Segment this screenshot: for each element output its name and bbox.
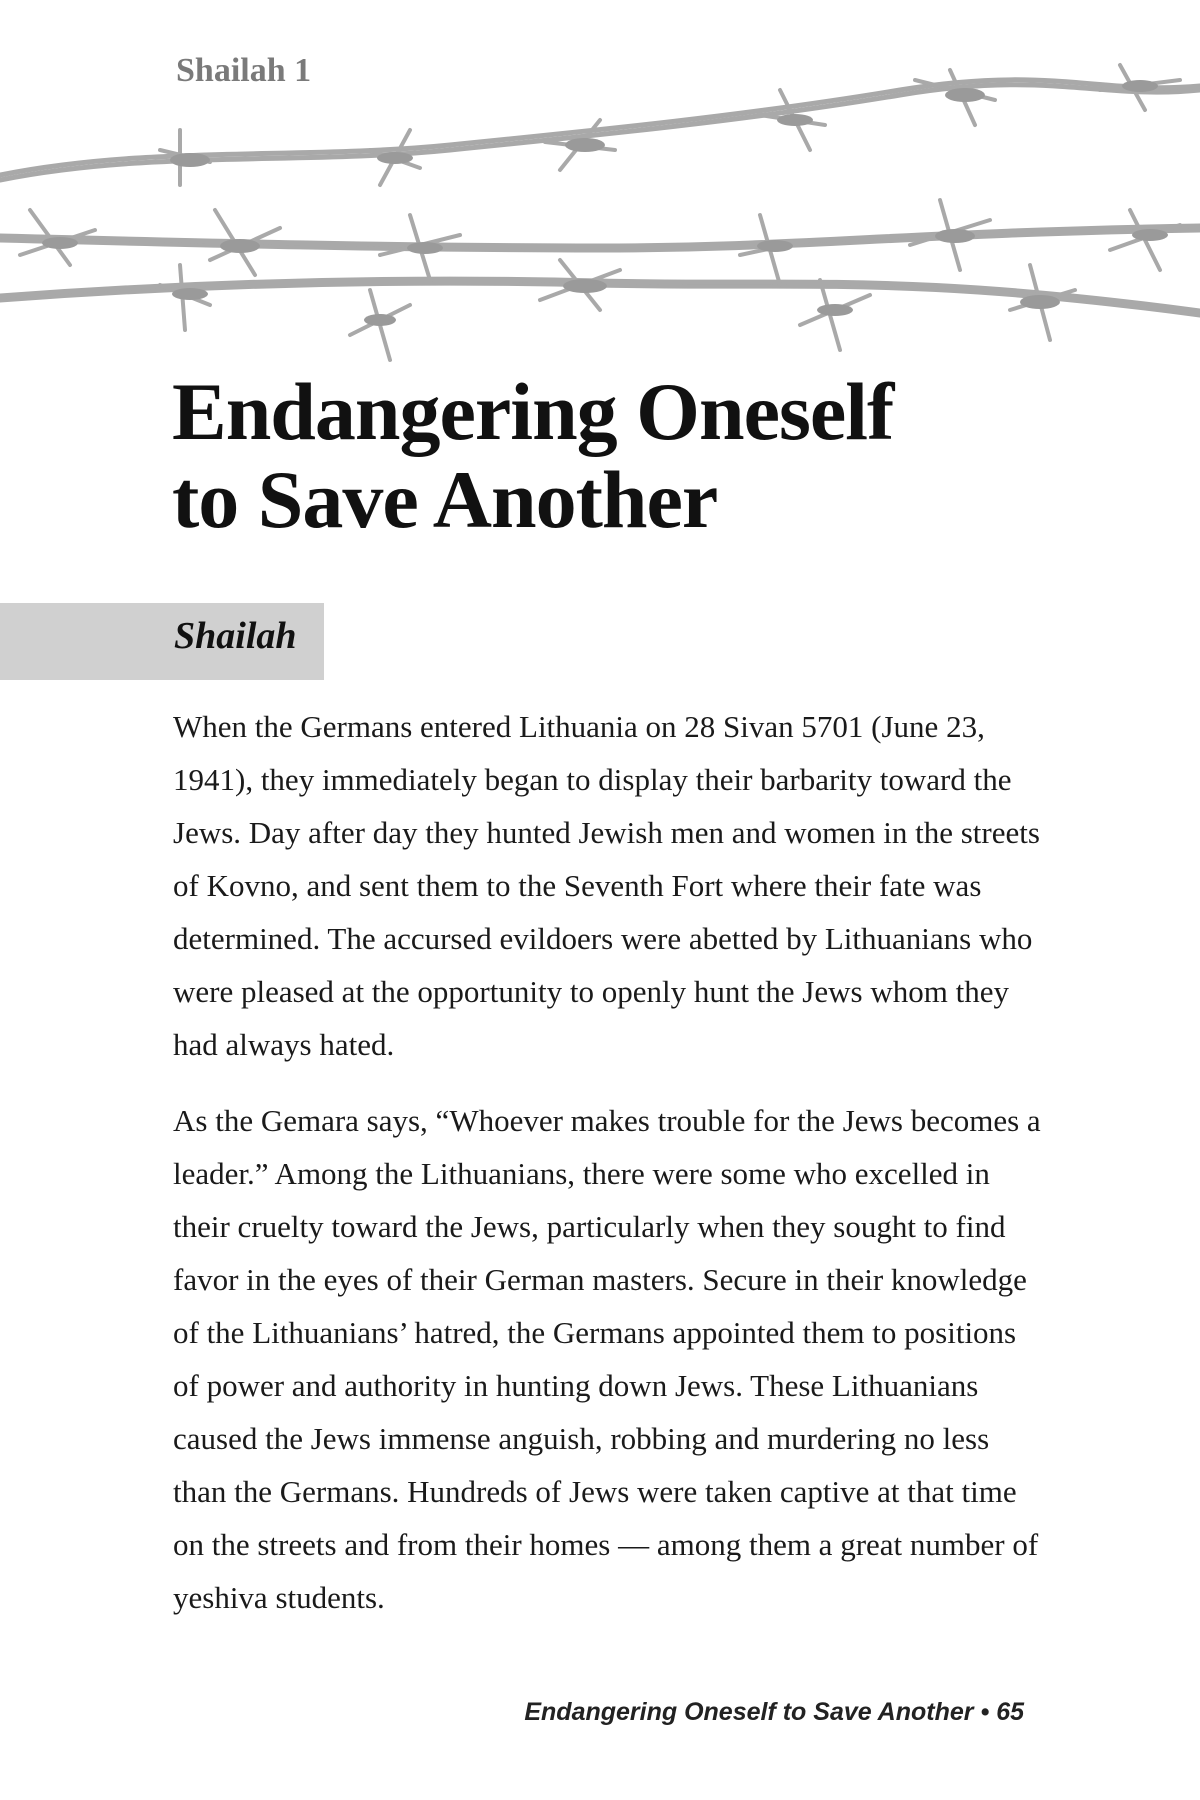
page-number: 65 [996, 1698, 1024, 1726]
paragraph-text: When the Germans entered Lithuania on 28 Sivan 5701 (June 23, 1941), they immediately began to display their barbarity toward the Jews. Day after day they hunted Jewish men and women in the streets of Kovno, and sent them to the Seventh Fort where their fate was determined. The accursed evildoers were abetted by Lithuanians who were pleased at the opportunity to openly hunt the Jews whom they had always hated. [173, 709, 1040, 1062]
chapter-title-line-1: Endangering Oneself [172, 366, 894, 457]
section-heading: Shailah [174, 615, 297, 657]
barbed-wire-illustration [0, 50, 1200, 370]
chapter-title-line-2: to Save Another [172, 454, 718, 545]
running-footer [524, 1698, 1024, 1727]
footer-separator: • [980, 1698, 990, 1726]
chapter-label: Shailah 1 [176, 52, 312, 89]
body-paragraph-1 [173, 700, 1043, 1071]
body-paragraph-2 [173, 1094, 1043, 1624]
chapter-title [172, 368, 1072, 544]
paragraph-text: As the Gemara says, “Whoever makes trouble for the Jews becomes a leader.” Among the Lithuanians, there were some who excelled in their cruelty toward the Jews, particularly when they sought to find favor in the eyes of their German masters. Secure in their knowledge of the Lithuanians’ hatred, the Germans appointed them to positions of power and authority in hunting down Jews. These Lithuanians caused the Jews immense anguish, robbing and murdering no less than the Germans. Hundreds of Jews were taken captive at that time on the streets and from their homes — among them a great number of yeshiva students. [173, 1103, 1041, 1615]
footer-running-title: Endangering Oneself to Save Another [524, 1698, 974, 1726]
